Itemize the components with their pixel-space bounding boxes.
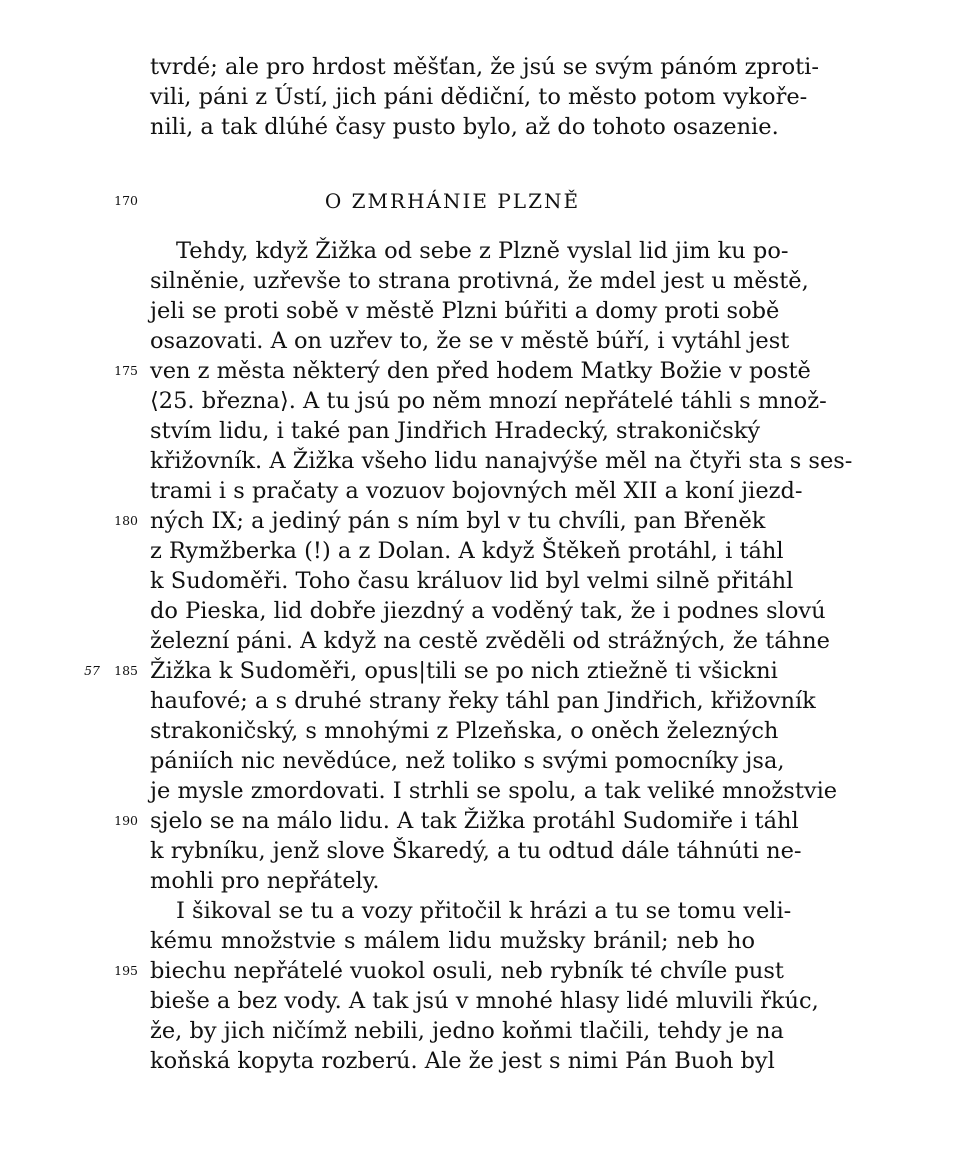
manuscript-folio-number: 57 <box>84 663 100 678</box>
line-number-195: 195 <box>114 963 138 978</box>
text-line: pániích nic nevědúce, než toliko s svými pomocníky jsa, <box>150 748 785 774</box>
text-line: železní páni. A když na cestě zvěděli od strážných, že táhne <box>150 628 830 654</box>
text-line: k rybníku, jenž slove Škaredý, a tu odtud dále táhnúti ne- <box>150 838 802 864</box>
line-number-185: 185 <box>114 663 138 678</box>
text-line: haufové; a s druhé strany řeky táhl pan Jindřich, křižovník <box>150 688 816 714</box>
text-line: ven z města některý den před hodem Matky Božie v postě <box>150 358 811 384</box>
text-line: stvím lidu, i také pan Jindřich Hradecký, strakoničský <box>150 418 761 444</box>
line-number-190: 190 <box>114 813 138 828</box>
text-line: je mysle zmordovati. I strhli se spolu, a tak veliké množstvie <box>150 778 838 804</box>
text-line: silněnie, uzřevše to strana protivná, že mdel jest u městě, <box>150 268 809 294</box>
text-line: koňská kopyta rozberú. Ale že jest s nimi Pán Buoh byl <box>150 1048 775 1074</box>
text-line: mohli pro nepřátely. <box>150 868 380 894</box>
text-line: trami i s pračaty a vozuov bojovných měl XII a koní jiezd- <box>150 478 803 504</box>
text-line: sjelo se na málo lidu. A tak Žižka protáhl Sudomiře i táhl <box>150 808 799 834</box>
chapter-heading: O ZMRHÁNIE PLZNĚ <box>324 189 581 213</box>
text-line: I šikoval se tu a vozy přitočil k hrázi a tu se tomu veli- <box>176 898 792 924</box>
text-line: Žižka k Sudoměři, opus|tili se po nich ztiežně ti všickni <box>150 658 778 684</box>
text-line: z Rymžberka (!) a z Dolan. A když Štěkeň protáhl, i táhl <box>150 538 784 564</box>
text-line: strakoničský, s mnohými z Plzeňska, o oněch železných <box>150 718 779 744</box>
text-line: ⟨25. března⟩. A tu jsú po něm mnozí nepřátelé táhli s množ- <box>150 388 827 414</box>
text-line: tvrdé; ale pro hrdost měšťan, že jsú se svým pánóm zproti- <box>150 54 819 80</box>
text-line: křižovník. A Žižka všeho lidu nanajvýše měl na čtyři sta s ses- <box>150 448 853 474</box>
line-number-170: 170 <box>114 193 138 208</box>
text-line: Tehdy, když Žižka od sebe z Plzně vyslal lid jim ku po- <box>176 238 789 264</box>
text-line: biechu nepřátelé vuokol osuli, neb rybník té chvíle pust <box>150 958 784 984</box>
text-line: jeli se proti sobě v městě Plzni búřiti a domy proti sobě <box>150 298 780 324</box>
text-line: k Sudoměři. Toho času králuov lid byl velmi silně přitáhl <box>150 568 794 594</box>
text-line: bieše a bez vody. A tak jsú v mnohé hlasy lidé mluvili řkúc, <box>150 988 819 1014</box>
line-number-180: 180 <box>114 513 138 528</box>
text-line: do Pieska, lid dobře jiezdný a voděný tak, že i podnes slovú <box>150 598 826 624</box>
line-number-175: 175 <box>114 363 138 378</box>
text-line: ných IX; a jediný pán s ním byl v tu chvíli, pan Břeněk <box>150 508 766 534</box>
text-line: kému množstvie s málem lidu mužsky bránil; neb ho <box>150 928 755 954</box>
text-line: nili, a tak dlúhé časy pusto bylo, až do tohoto osazenie. <box>150 114 779 140</box>
text-line: osazovati. A on uzřev to, že se v městě búří, i vytáhl jest <box>150 328 790 354</box>
text-line: že, by jich ničímž nebili, jedno koňmi tlačili, tehdy je na <box>150 1018 784 1044</box>
text-line: vili, páni z Ústí, jich páni dědiční, to město potom vykoře- <box>150 84 808 110</box>
